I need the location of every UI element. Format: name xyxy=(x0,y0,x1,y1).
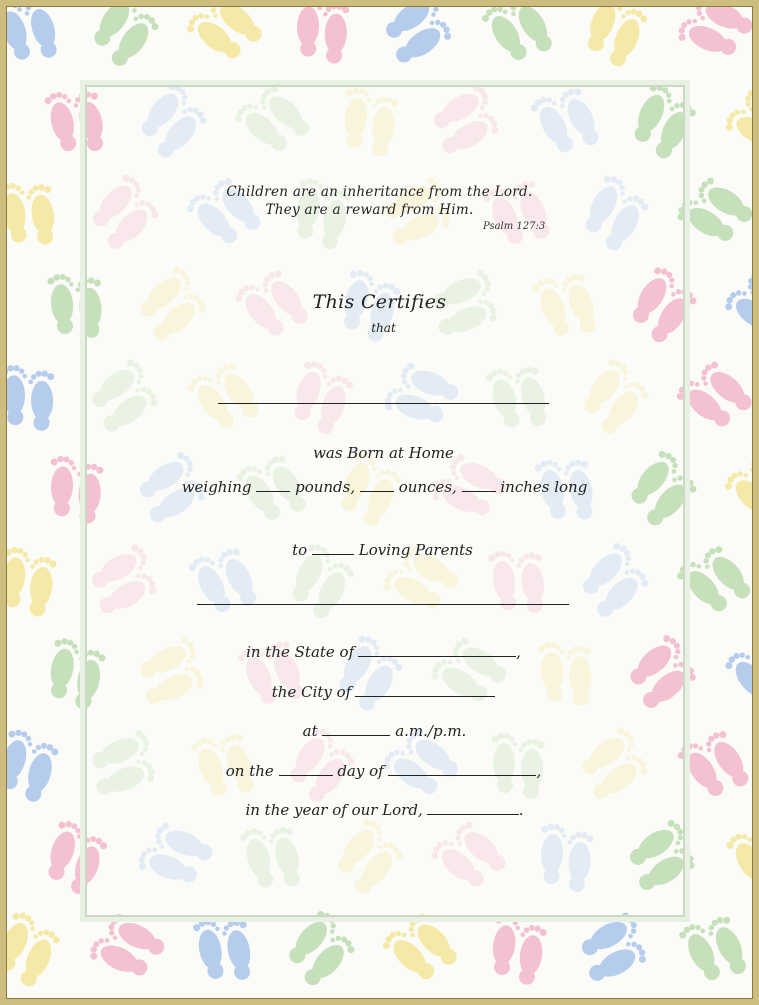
footprint-pair xyxy=(278,907,362,992)
certificate-title: This Certifies xyxy=(312,291,447,313)
month-blank xyxy=(388,774,536,776)
weight-length-line xyxy=(5,478,759,496)
state-line xyxy=(4,643,759,661)
footprint-pair xyxy=(192,912,257,987)
inches-blank xyxy=(462,490,496,492)
footprint-pair xyxy=(380,906,464,990)
verse-line-2: They are a reward from Him. xyxy=(265,202,474,218)
footprint-pair xyxy=(183,7,268,69)
footprint-pair xyxy=(673,355,752,438)
to-label: to xyxy=(292,541,308,559)
city-label: the City of xyxy=(271,683,352,701)
footprint-pair xyxy=(7,7,64,69)
footprint-pair xyxy=(7,909,64,991)
loving-parents-label: Loving Parents xyxy=(358,541,473,559)
footprint-pair xyxy=(87,909,170,986)
footprint-pair xyxy=(7,364,55,431)
footprint-pair xyxy=(578,7,651,70)
inches-long-label: inches long xyxy=(500,478,588,496)
time-blank xyxy=(322,734,390,736)
ounces-blank xyxy=(360,490,394,492)
that-label: that xyxy=(371,321,396,335)
year-blank xyxy=(427,813,519,815)
city-line xyxy=(4,683,759,701)
day-of-label: day of xyxy=(337,762,384,780)
on-the-label: on the xyxy=(225,762,274,780)
state-comma: , xyxy=(516,643,521,661)
footprint-pair xyxy=(675,7,752,65)
date-line xyxy=(4,762,759,780)
footprint-pair xyxy=(294,7,349,64)
ounces-label: ounces, xyxy=(398,478,457,496)
footprint-pair xyxy=(724,815,752,899)
city-blank xyxy=(355,695,495,697)
day-comma: , xyxy=(536,762,542,780)
pounds-label: pounds, xyxy=(295,478,356,496)
weighing-label: weighing xyxy=(181,478,252,496)
at-label: at xyxy=(302,722,318,740)
parents-count-blank xyxy=(312,553,354,555)
footprint-pair xyxy=(487,914,549,987)
state-label: in the State of xyxy=(246,643,355,661)
child-name-line xyxy=(218,403,549,404)
day-blank xyxy=(279,774,333,776)
verse-line-1: Children are an inheritance from the Lord. xyxy=(226,184,533,200)
born-at-home-label: was Born at Home xyxy=(313,444,454,462)
footprint-pair xyxy=(571,910,655,988)
footprint-pair xyxy=(722,81,752,159)
parents-line xyxy=(3,541,759,559)
year-period: . xyxy=(518,801,524,819)
state-blank xyxy=(358,655,516,657)
year-line xyxy=(5,801,759,819)
pounds-blank xyxy=(256,490,290,492)
am-pm-label: a.m./p.m. xyxy=(395,722,467,740)
verse-reference: Psalm 127:3 xyxy=(483,221,546,232)
footprint-pair xyxy=(83,7,165,72)
footprint-pair xyxy=(479,7,559,71)
parents-name-line xyxy=(197,604,569,605)
time-line xyxy=(5,722,759,740)
certificate-paper xyxy=(7,7,752,998)
footprint-pair xyxy=(375,7,460,70)
footprint-pair xyxy=(677,908,752,991)
year-label: in the year of our Lord, xyxy=(245,801,423,819)
